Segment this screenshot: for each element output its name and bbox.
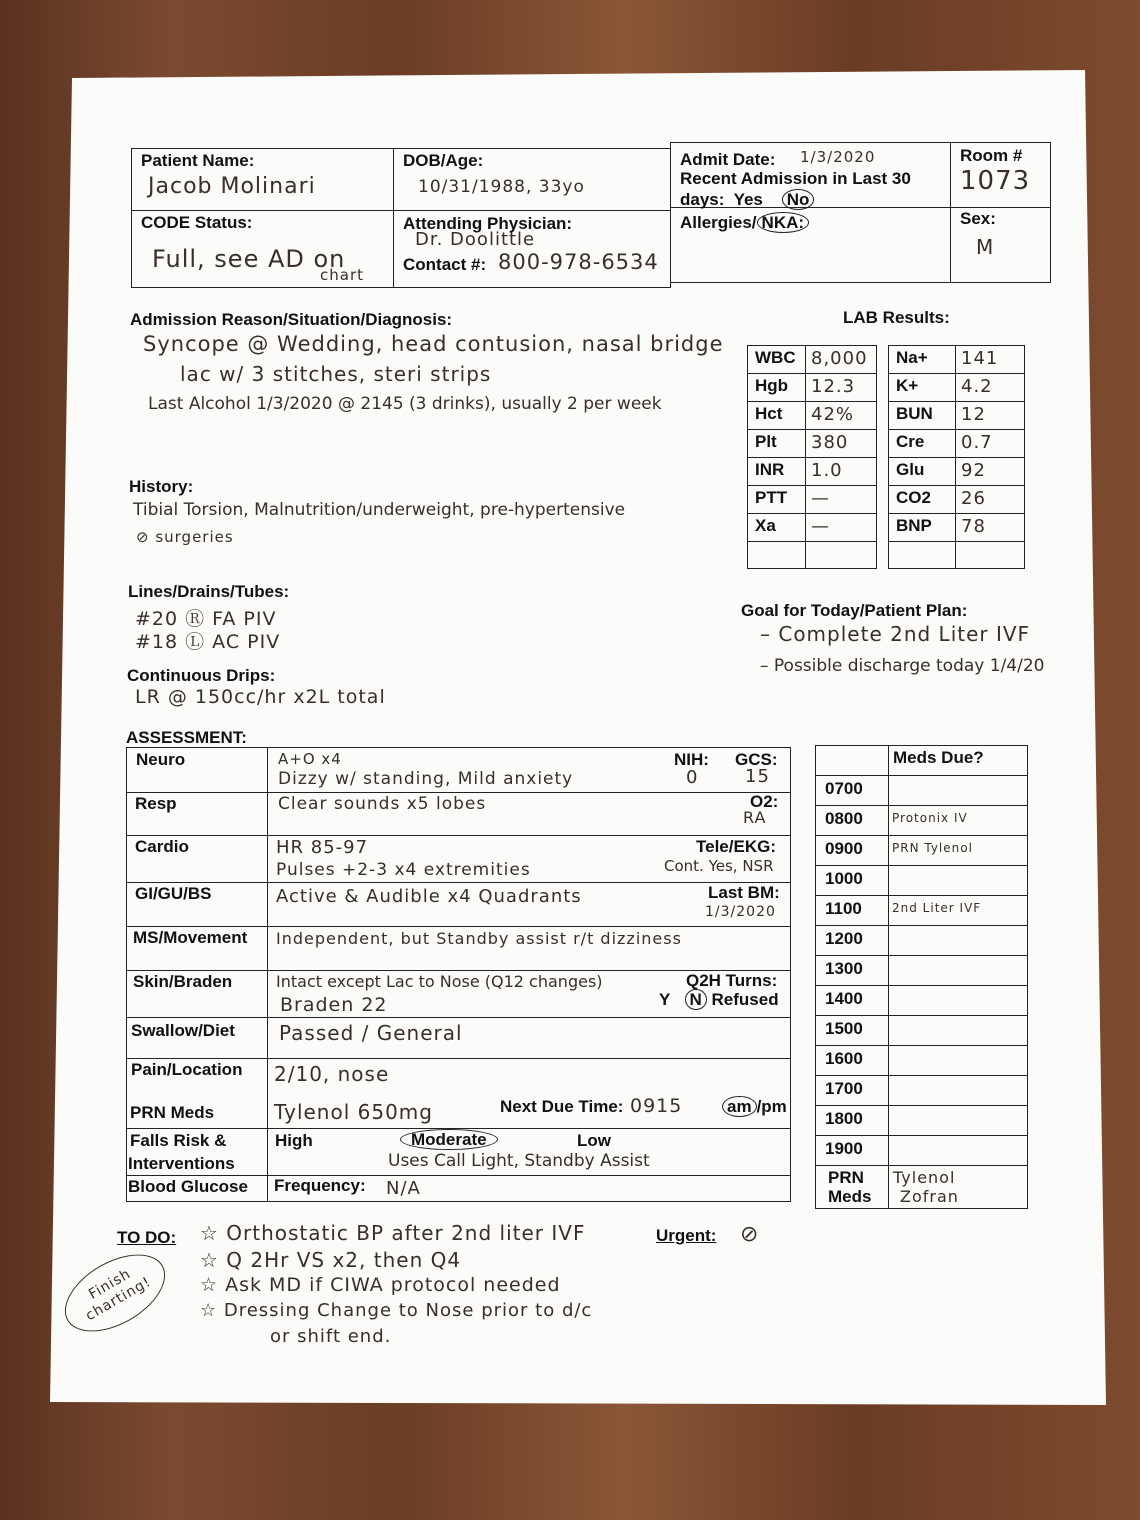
falls-low: Low [577, 1131, 611, 1150]
no-option-circled: No [782, 189, 815, 210]
urgent-value: ⊘ [740, 1222, 760, 1247]
allergies-label: Allergies/ NKA: [680, 213, 809, 233]
med-time: 1700 [825, 1079, 863, 1098]
lab-value: 141 [961, 348, 999, 369]
med-due: 2nd Liter IVF [892, 901, 982, 915]
lab-name: PTT [755, 488, 788, 507]
gcs-label: GCS: [735, 750, 778, 769]
lab-name: K+ [896, 376, 919, 395]
lab-name: INR [755, 460, 785, 479]
room-label: Room # [960, 146, 1023, 165]
next-due-label: Next Due Time: [500, 1097, 624, 1116]
attending-physician: Dr. Doolittle [415, 229, 536, 250]
lab-value: — [811, 516, 830, 537]
assessment-label: ASSESSMENT: [126, 728, 247, 747]
goal-label: Goal for Today/Patient Plan: [741, 601, 968, 620]
gcs-value: 15 [745, 766, 770, 787]
turns-label: Q2H Turns: [686, 971, 778, 990]
falls-label-2: Interventions [128, 1154, 235, 1173]
skin-label: Skin/Braden [133, 972, 233, 991]
lab-results-label: LAB Results: [843, 308, 950, 327]
falls-high: High [275, 1131, 313, 1150]
cardio-line-1: HR 85-97 [276, 837, 369, 858]
todo-item-4: ☆ Dressing Change to Nose prior to d/c [200, 1300, 593, 1321]
lab-name: Plt [755, 432, 777, 451]
days-label: days: Yes No [680, 190, 814, 210]
med-time: 1200 [825, 929, 863, 948]
lines-drains-label: Lines/Drains/Tubes: [128, 582, 290, 601]
attending-label: Attending Physician: [403, 214, 573, 233]
pm-option: /pm [756, 1097, 787, 1116]
sex-value: M [976, 235, 995, 259]
finish-charting-note: Finish charting! [52, 1239, 178, 1348]
code-status-2: chart [320, 266, 364, 284]
skin-line-2: Braden 22 [280, 994, 388, 1016]
admit-label: Admit Date: [680, 150, 776, 169]
patient-name: Jacob Molinari [148, 174, 316, 199]
turns-refused: Refused [711, 990, 779, 1009]
drips-value: LR @ 150cc/hr x2L total [135, 686, 386, 708]
admit-date: 1/3/2020 [800, 148, 876, 166]
tele-label: Tele/EKG: [696, 837, 776, 856]
lab-value: 12 [961, 404, 986, 425]
o2-value: RA [743, 808, 767, 827]
lab-name: BUN [896, 404, 933, 423]
gi-line-1: Active & Audible x4 Quadrants [276, 886, 582, 907]
todo-item-4-cont: or shift end. [270, 1326, 392, 1347]
pain-label: Pain/Location [131, 1060, 243, 1079]
falls-label: Falls Risk & [130, 1131, 227, 1150]
lab-name: CO2 [896, 488, 931, 507]
cardio-line-2: Pulses +2-3 x4 extremities [276, 860, 531, 880]
dob-label: DOB/Age: [403, 151, 484, 170]
skin-line-1: Intact except Lac to Nose (Q12 changes) [276, 972, 603, 991]
goal-line-2: – Possible discharge today 1/4/20 [760, 656, 1045, 676]
yes-option: Yes [733, 190, 763, 209]
lab-name: BNP [896, 516, 932, 535]
lab-name: WBC [755, 348, 796, 367]
frequency-label: Frequency: [274, 1176, 366, 1195]
med-time: 1300 [825, 959, 863, 978]
med-time: 1100 [825, 899, 862, 918]
admission-line-2: lac w/ 3 stitches, steri strips [180, 362, 492, 386]
nih-value: 0 [686, 767, 699, 788]
med-time: 1400 [825, 989, 863, 1008]
history-line-2: ⊘ surgeries [136, 528, 234, 546]
room-number: 1073 [960, 166, 1031, 196]
line-1: #20 Ⓡ FA PIV [135, 608, 277, 630]
med-time: 0700 [825, 779, 863, 798]
last-bm-value: 1/3/2020 [705, 904, 776, 920]
nka-circled: NKA: [757, 212, 810, 233]
prn-label: PRN Meds [130, 1103, 215, 1122]
code-status-label: CODE Status: [141, 213, 253, 232]
admission-label: Admission Reason/Situation/Diagnosis: [130, 310, 453, 329]
am-circled: am [722, 1096, 757, 1117]
resp-line-1: Clear sounds x5 lobes [278, 794, 487, 814]
dob-value: 10/31/1988, 33yo [418, 177, 585, 197]
sex-label: Sex: [960, 209, 996, 228]
med-time: 0900 [825, 839, 863, 858]
lab-name: Xa [755, 516, 776, 535]
todo-item-2: ☆ Q 2Hr VS x2, then Q4 [200, 1248, 462, 1272]
lab-value: 4.2 [961, 376, 993, 397]
neuro-line-2: Dizzy w/ standing, Mild anxiety [278, 769, 574, 789]
history-line-1: Tibial Torsion, Malnutrition/underweight, pre-hypertensive [133, 500, 626, 520]
lab-value: — [811, 488, 830, 509]
gi-label: GI/GU/BS [135, 884, 212, 903]
med-time: 1900 [825, 1139, 863, 1158]
contact-number: 800-978-6534 [498, 250, 659, 274]
goal-line-1: – Complete 2nd Liter IVF [760, 622, 1031, 646]
todo-item-1: ☆ Orthostatic BP after 2nd liter IVF [200, 1221, 586, 1245]
prn-med-1: Tylenol [893, 1168, 956, 1187]
cardio-label: Cardio [135, 837, 189, 856]
resp-label: Resp [135, 794, 177, 813]
med-time: 1600 [825, 1049, 863, 1068]
pain-line-1: 2/10, nose [274, 1062, 390, 1086]
swallow-label: Swallow/Diet [131, 1021, 235, 1040]
code-status: Full, see AD on [152, 245, 346, 273]
prn-line-1: Tylenol 650mg [274, 1100, 433, 1124]
lab-value: 26 [961, 488, 986, 509]
meds-due-header: Meds Due? [893, 748, 984, 767]
am-pm [722, 1097, 787, 1117]
med-time: 1800 [825, 1109, 863, 1128]
next-due-value: 0915 [630, 1095, 683, 1117]
lab-value: 78 [961, 516, 986, 537]
lab-name: Cre [896, 432, 925, 451]
prn-meds-label-2: Meds [828, 1187, 872, 1206]
med-due: PRN Tylenol [892, 841, 973, 855]
lab-value: 12.3 [811, 376, 856, 397]
lab-name: Glu [896, 460, 925, 479]
falls-interventions: Uses Call Light, Standby Assist [388, 1151, 650, 1171]
todo-item-3: ☆ Ask MD if CIWA protocol needed [200, 1274, 561, 1296]
med-time: 1500 [825, 1019, 863, 1038]
med-time: 1000 [825, 869, 863, 888]
ms-label: MS/Movement [133, 928, 248, 947]
lab-value: 92 [961, 460, 986, 481]
recent-admission-label: Recent Admission in Last 30 [680, 169, 911, 188]
todo-label: TO DO: [117, 1228, 177, 1247]
admission-line-1: Syncope @ Wedding, head contusion, nasal bridge [143, 332, 724, 356]
o2-label: O2: [750, 792, 779, 811]
admission-line-3: Last Alcohol 1/3/2020 @ 2145 (3 drinks), usually 2 per week [148, 394, 662, 414]
prn-med-2: Zofran [900, 1187, 959, 1206]
history-label: History: [129, 477, 194, 496]
urgent-label: Urgent: [656, 1226, 717, 1245]
patient-name-label: Patient Name: [141, 151, 255, 170]
last-bm-label: Last BM: [708, 883, 780, 902]
neuro-line-1: A+O x4 [278, 750, 342, 768]
lab-name: Na+ [896, 348, 928, 367]
lab-value: 1.0 [811, 460, 843, 481]
neuro-label: Neuro [136, 750, 186, 769]
prn-meds-label: PRN [828, 1168, 864, 1187]
lab-name: Hct [755, 404, 783, 423]
turns-no-circled: N [685, 989, 707, 1010]
turns-yes: Y [659, 990, 671, 1009]
swallow-line-1: Passed / General [279, 1021, 463, 1045]
med-time: 0800 [825, 809, 863, 828]
falls-moderate-circled: Moderate [400, 1129, 498, 1150]
lab-value: 380 [811, 432, 849, 453]
nih-label: NIH: [674, 750, 709, 769]
lab-value: 8,000 [811, 348, 868, 369]
ms-line-1: Independent, but Standby assist r/t dizziness [276, 929, 682, 948]
med-due: Protonix IV [892, 811, 968, 825]
line-2: #18 Ⓛ AC PIV [135, 631, 281, 653]
tele-value: Cont. Yes, NSR [664, 857, 774, 875]
turns-options [659, 990, 779, 1010]
contact-label: Contact #: [403, 255, 487, 274]
lab-name: Hgb [755, 376, 789, 395]
lab-value: 0.7 [961, 432, 993, 453]
drips-label: Continuous Drips: [127, 666, 276, 685]
lab-value: 42% [811, 404, 855, 425]
frequency-value: N/A [386, 1178, 421, 1199]
glucose-label: Blood Glucose [128, 1177, 248, 1196]
